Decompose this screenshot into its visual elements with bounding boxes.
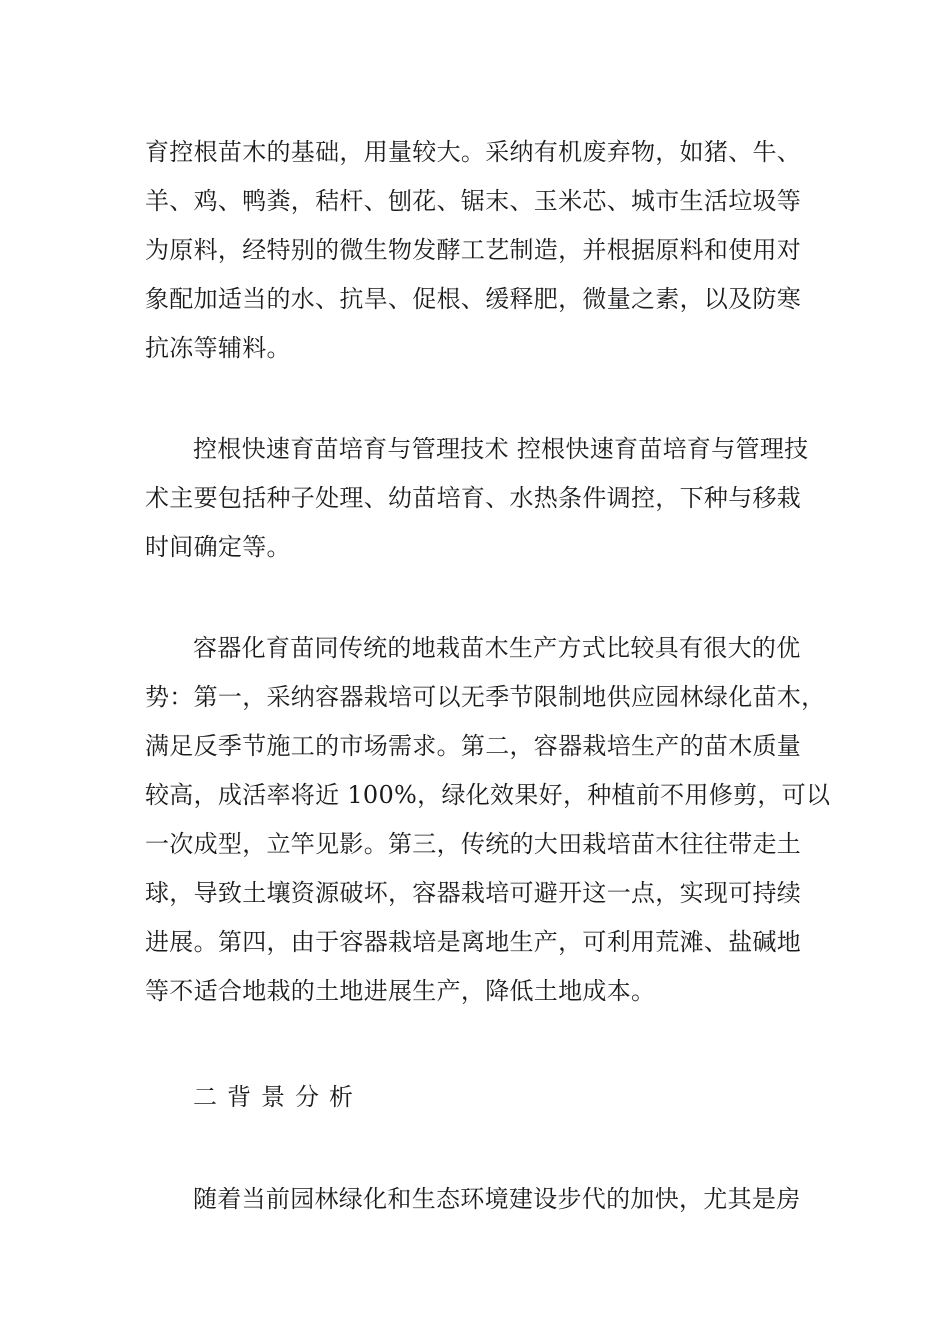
paragraph-3-line-2: 势：第一，采纳容器栽培可以无季节限制地供应园林绿化苗木， bbox=[145, 683, 826, 711]
paragraph-4-line-1: 随着当前园林绿化和生态环境建设步代的加快，尤其是房 bbox=[193, 1185, 801, 1213]
paragraph-3-line-8: 等不适合地栽的土地进展生产，降低土地成本。 bbox=[145, 977, 656, 1005]
paragraph-3-line-6: 球，导致土壤资源破坏，容器栽培可避开这一点，实现可持续 bbox=[145, 879, 802, 907]
paragraph-2-line-1: 控根快速育苗培育与管理技术 控根快速育苗培育与管理技 bbox=[193, 435, 809, 463]
paragraph-2-line-2: 术主要包括种子处理、幼苗培育、水热条件调控，下种与移栽 bbox=[145, 484, 802, 512]
paragraph-1-line-5: 抗冻等辅料。 bbox=[145, 334, 291, 362]
paragraph-1-line-3: 为原料，经特别的微生物发酵工艺制造，并根据原料和使用对 bbox=[145, 236, 802, 264]
paragraph-3-line-3: 满足反季节施工的市场需求。第二，容器栽培生产的苗木质量 bbox=[145, 732, 802, 760]
paragraph-3-line-1: 容器化育苗同传统的地栽苗木生产方式比较具有很大的优 bbox=[193, 634, 801, 662]
paragraph-3-line-5: 一次成型，立竿见影。第三，传统的大田栽培苗木往往带走土 bbox=[145, 830, 802, 858]
paragraph-1-line-1: 育控根苗木的基础，用量较大。采纳有机废弃物，如猪、牛、 bbox=[145, 138, 802, 166]
paragraph-3-line-4: 较高，成活率将近 100%，绿化效果好，种植前不用修剪，可以 bbox=[145, 781, 831, 809]
paragraph-1-line-4: 象配加适当的水、抗旱、促根、缓释肥，微量之素，以及防寒 bbox=[145, 285, 802, 313]
paragraph-3-line-7: 进展。第四，由于容器栽培是离地生产，可利用荒滩、盐碱地 bbox=[145, 928, 802, 956]
paragraph-1-line-2: 羊、鸡、鸭粪，秸杆、刨花、锯末、玉米芯、城市生活垃圾等 bbox=[145, 187, 802, 215]
paragraph-2-line-3: 时间确定等。 bbox=[145, 533, 291, 561]
section-heading: 二背景分析 bbox=[193, 1083, 363, 1111]
